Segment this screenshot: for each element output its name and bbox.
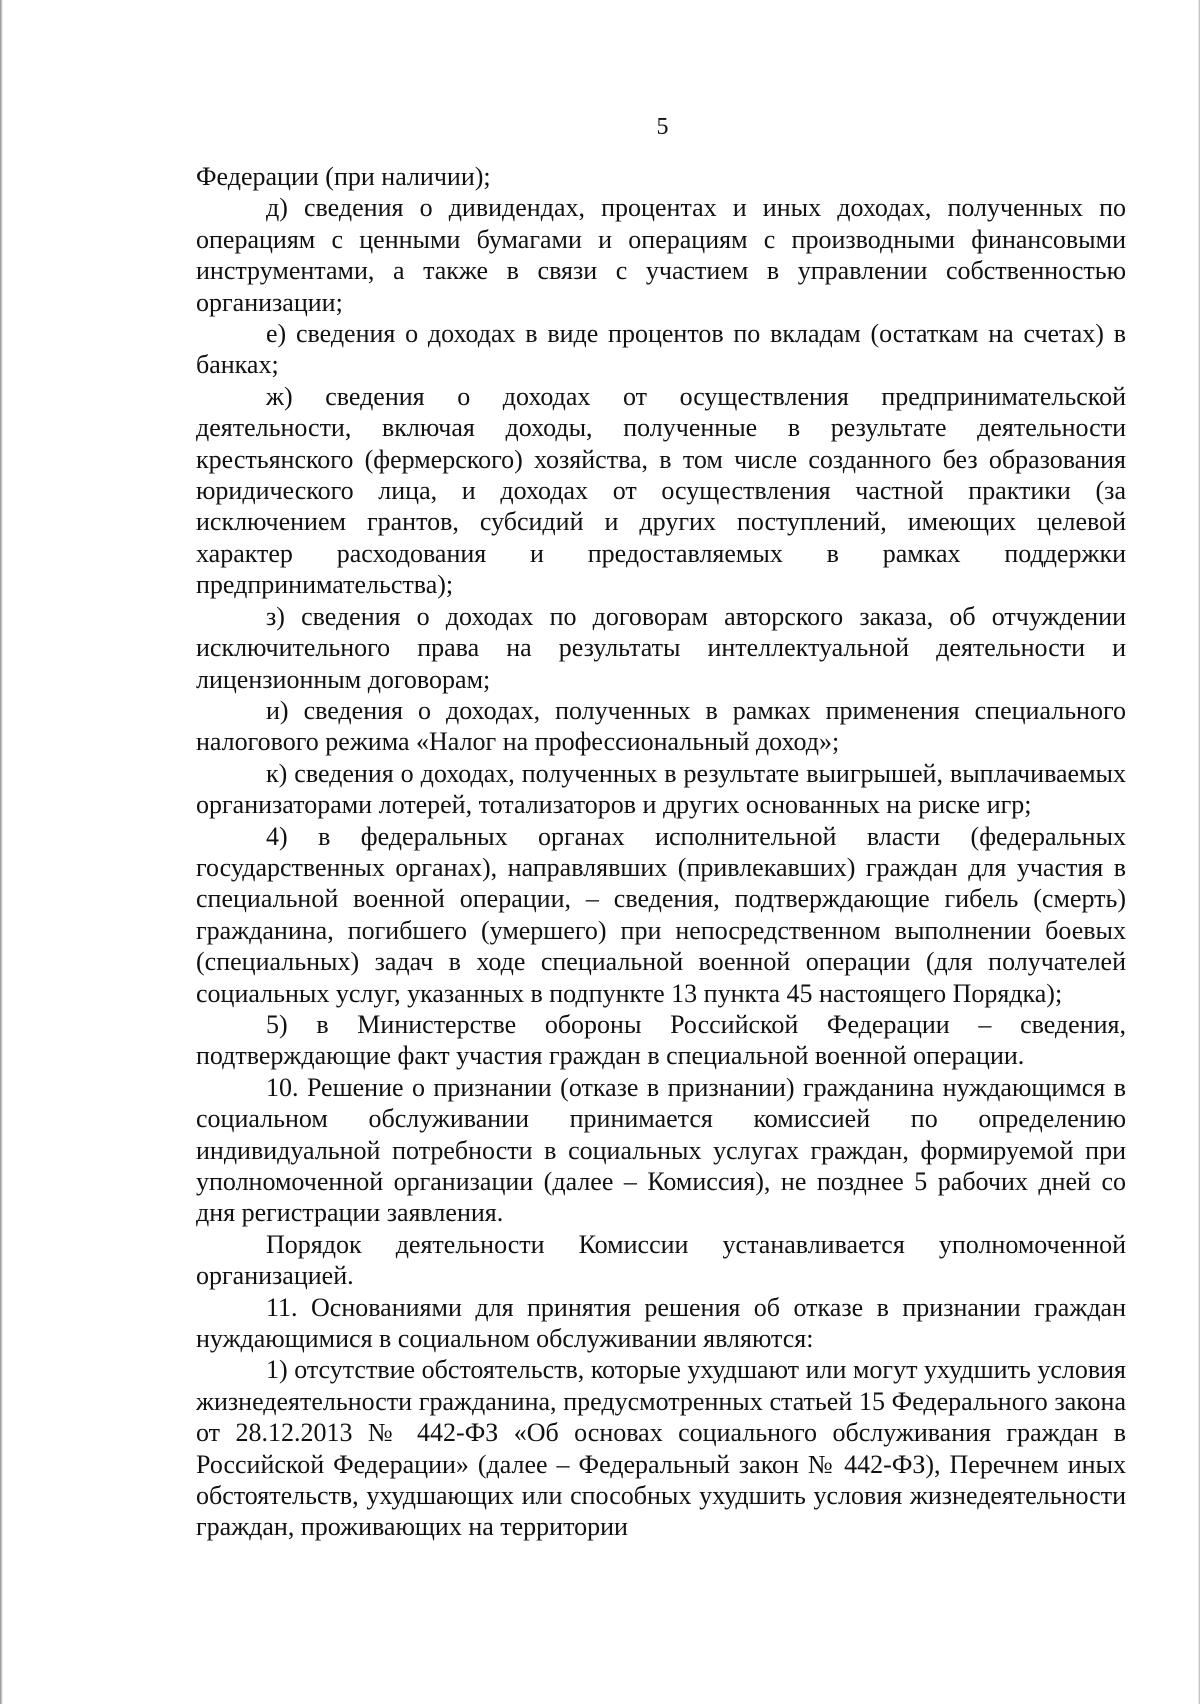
- paragraph-continuation: Федерации (при наличии);: [196, 162, 491, 191]
- page-number: 5: [656, 114, 669, 140]
- paragraph-item-d: д) сведения о дивидендах, процентах и иных доходах, полученных по операциям с ценными бумагами и операциям с производными финансовыми инструментами, а также в связи с участием в управлении собственностью организации;: [196, 193, 1126, 317]
- paragraph-item-k: к) сведения о доходах, полученных в результате выигрышей, выплачиваемых организаторами лотерей, тотализаторов и других основанных на риске игр;: [196, 758, 1126, 820]
- paragraph-clause-10: 10. Решение о признании (отказе в признании) гражданина нуждающимся в социальном обслуживании принимается комиссией по определению индивидуальной потребности в социальных услугах граждан, формируемой при уполномоченной организации (далее – Комиссия), не позднее 5 рабочих дней со дня регистрации заявления.: [196, 1072, 1126, 1228]
- paragraph-item-i: и) сведения о доходах, полученных в рамках применения специального налогового режима «Налог на профессиональный доход»;: [196, 695, 1126, 757]
- paragraph-commission-procedure: Порядок деятельности Комиссии устанавливается уполномоченной организацией.: [196, 1229, 1126, 1291]
- paragraph-item-4: 4) в федеральных органах исполнительной власти (федеральных государственных органах), направлявших (привлекавших) граждан для участия в специальной военной операции, – сведения, подтверждающие гибель (смерть) гражданина, погибшего (умершего) при непосредственном выполнении боевых (специальных) задач в ходе специальной военной операции (для получателей социальных услуг, указанных в подпункте 13 пункта 45 настоящего Порядка);: [196, 821, 1126, 1008]
- paragraph-clause-11-item-1: 1) отсутствие обстоятельств, которые ухудшают или могут ухудшить условия жизнедеятельности гражданина, предусмотренных статьей 15 Федерального закона от 28.12.2013 № 442-ФЗ «Об основах социального обслуживания граждан в Российской Федерации» (далее – Федеральный закон № 442-ФЗ), Перечнем иных обстоятельств, ухудшающих или способных ухудшить условия жизнедеятельности граждан, проживающих на территории: [196, 1355, 1126, 1542]
- paragraph-item-5: 5) в Министерстве обороны Российской Федерации – сведения, подтверждающие факт участия граждан в специальной военной операции.: [196, 1009, 1126, 1071]
- paragraph-item-zh: ж) сведения о доходах от осуществления предпринимательской деятельности, включая доходы, полученные в результате деятельности крестьянского (фермерского) хозяйства, в том числе созданного без образования юридического лица, и доходах от осуществления частной практики (за исключением грантов, субсидий и других поступлений, имеющих целевой характер расходования и предоставляемых в рамках поддержки предпринимательства);: [196, 381, 1126, 600]
- document-body: [196, 161, 1126, 1543]
- paragraph-item-z: з) сведения о доходах по договорам авторского заказа, об отчуждении исключительного права на результаты интеллектуальной деятельности и лицензионным договорам;: [196, 601, 1126, 694]
- paragraph-clause-11: 11. Основаниями для принятия решения об отказе в признании граждан нуждающимися в социальном обслуживании являются:: [196, 1292, 1126, 1354]
- paragraph-item-e: е) сведения о доходах в виде процентов по вкладам (остаткам на счетах) в банках;: [196, 319, 1126, 380]
- scan-edge-left: [0, 0, 3, 1704]
